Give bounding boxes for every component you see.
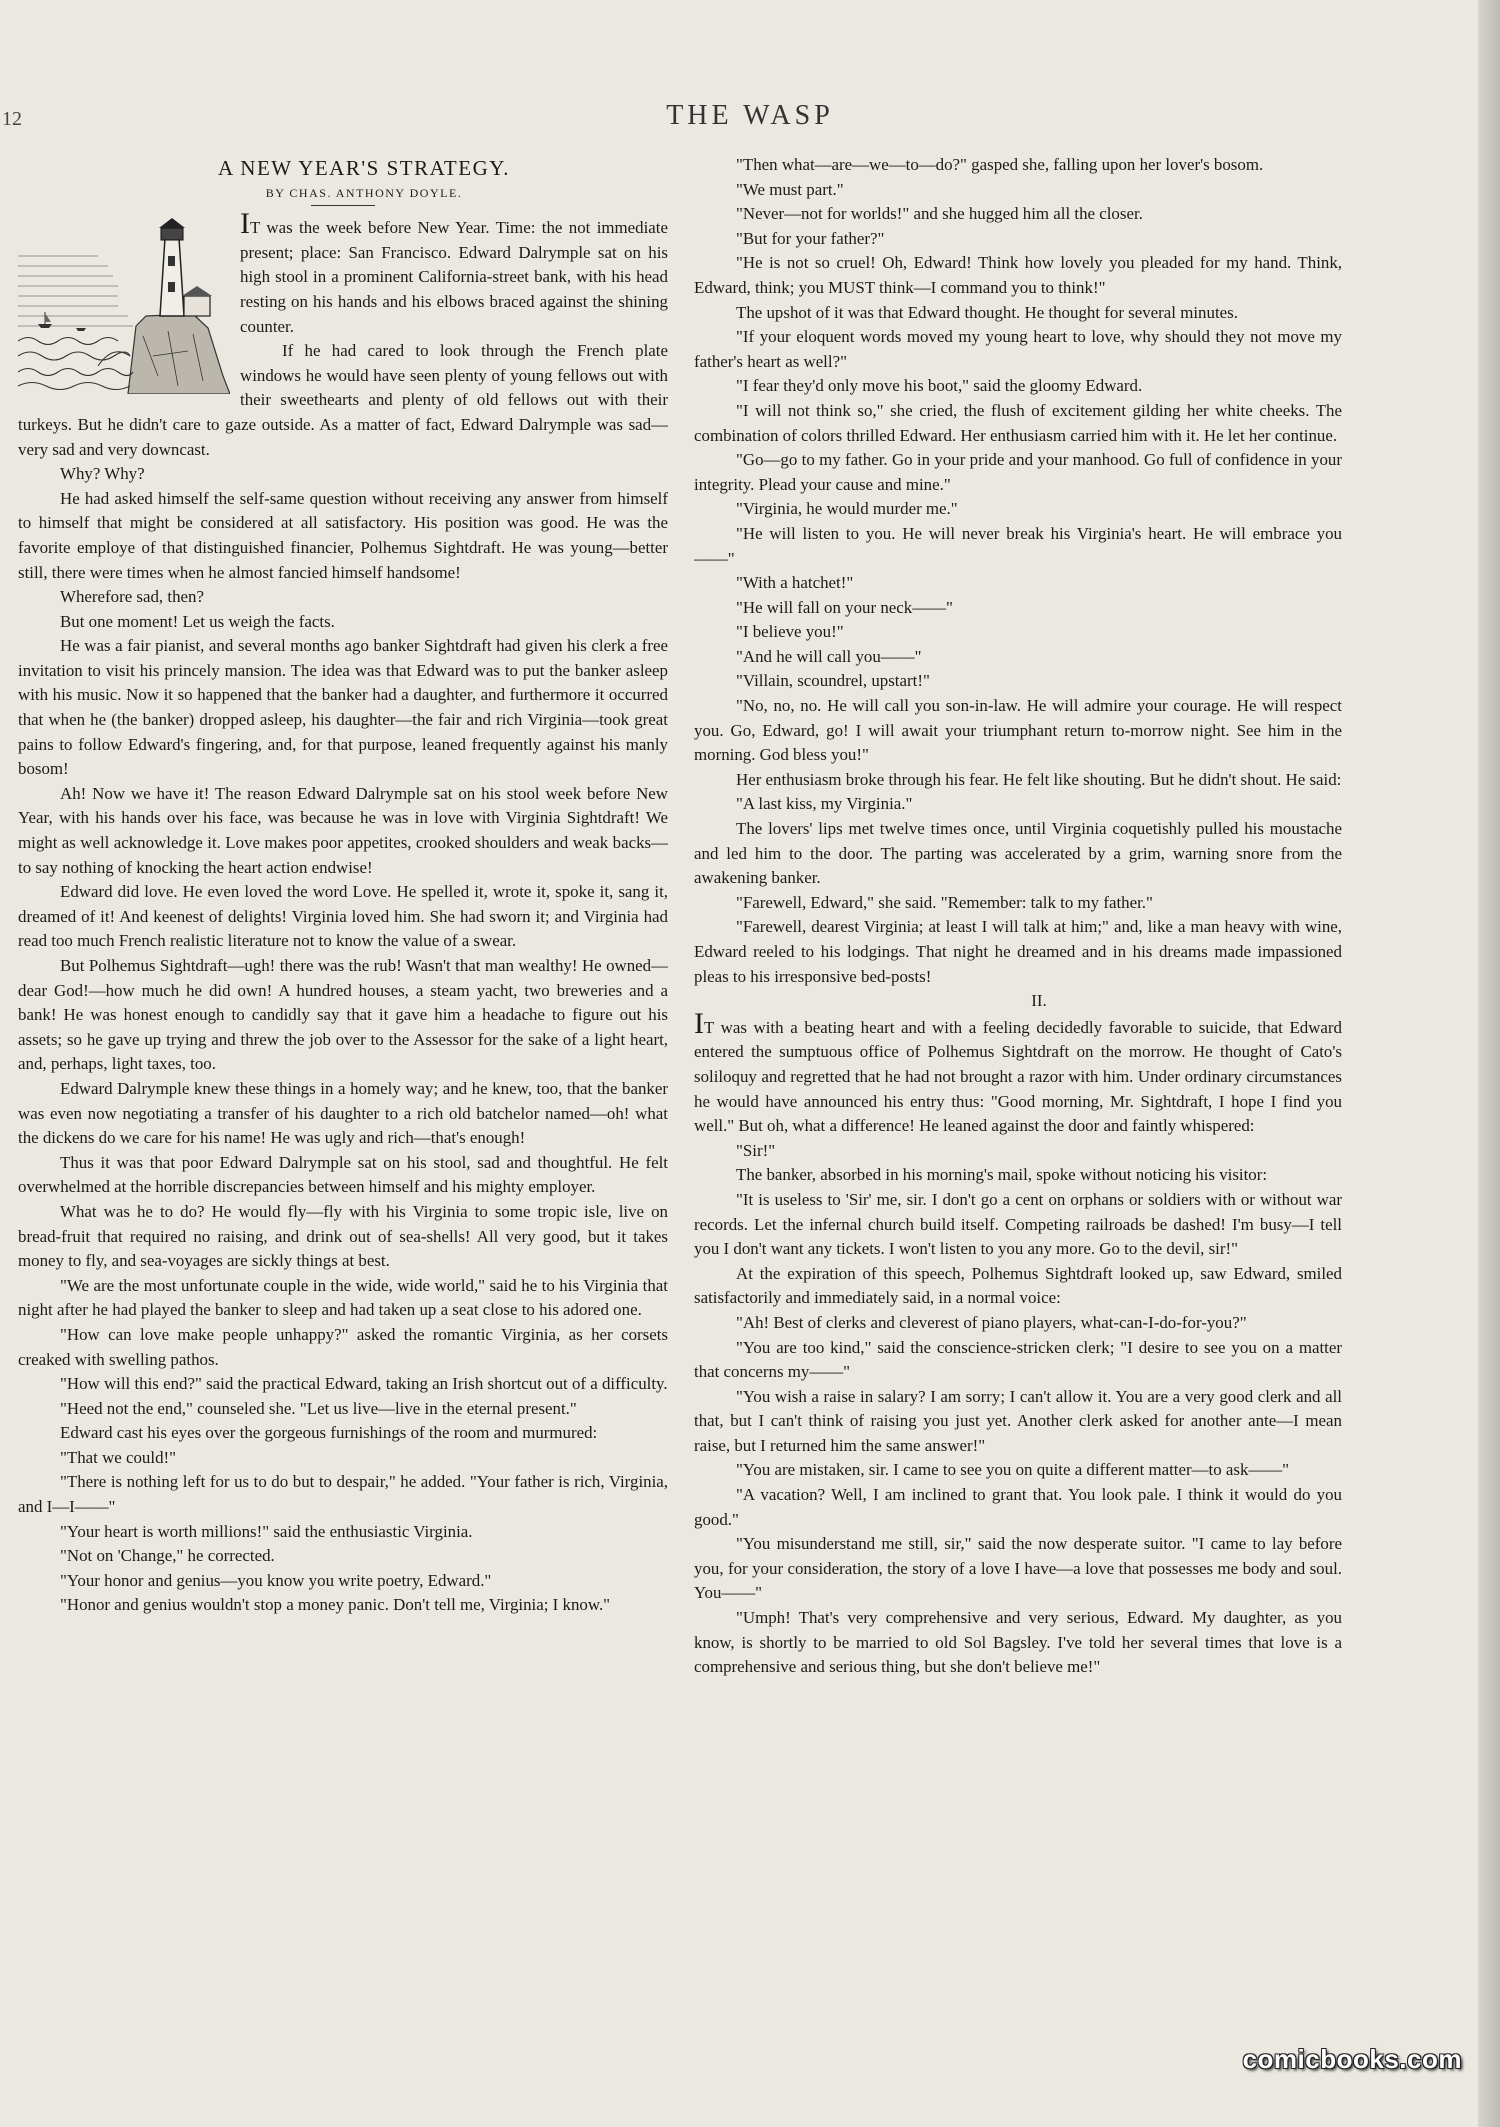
- story-paragraph: Her enthusiasm broke through his fear. He felt like shouting. But he didn't shout. He said:: [736, 769, 1342, 789]
- story-paragraph: "We must part.": [736, 179, 844, 199]
- story-paragraph: "You wish a raise in salary? I am sorry; I can't allow it. You are a very good clerk and all that, but I can't think of raising you just yet. Another clerk asked for another ante—I mean raise, but I returned him the same answer!": [694, 1386, 1342, 1455]
- story-paragraph: "Sir!": [736, 1140, 776, 1160]
- story-paragraph: "Umph! That's very comprehensive and very serious, Edward. My daughter, as you know, is shortly to be married to old Sol Bagsley. I've told her several times that love is a comprehensive and serious thing, but she don't believe me!": [694, 1608, 1342, 1677]
- story-paragraph: "Farewell, dearest Virginia; at least I will talk at him;" and, like a man heavy with wine, Edward reeled to his lodgings. That night he dreamed and in his dreams made impassioned pleas to his irresponsive bed-posts!: [694, 917, 1342, 986]
- story-paragraph: Edward cast his eyes over the gorgeous furnishings of the room and murmured:: [60, 1423, 598, 1443]
- story-paragraph: Why? Why?: [60, 464, 145, 484]
- story-paragraph: "We are the most unfortunate couple in the wide, wide world," said he to his Virginia that night after he had played the banker to sleep and had taken up a seat close to his adored one.: [18, 1275, 668, 1320]
- story-paragraph: "Virginia, he would murder me.": [736, 499, 958, 519]
- story-paragraph: "You misunderstand me still, sir," said the now desperate suitor. "I came to lay before you, for your consideration, the story of a love I have—a love that possesses me body and soul. You——": [694, 1534, 1342, 1603]
- story-paragraph: Ah! Now we have it! The reason Edward Dalrymple sat on his stool week before New Year, with his hands over his face, was because he was in love with Virginia Sightdraft! We might as well acknowledge it. Love makes poor appetites, crooked shoulders and weak backs—to say nothing of knocking the heart action endwise!: [18, 783, 668, 877]
- story-paragraph: But one moment! Let us weigh the facts.: [60, 611, 335, 631]
- story-paragraph: "Your heart is worth millions!" said the enthusiastic Virginia.: [60, 1521, 473, 1541]
- story-paragraph: "I believe you!": [736, 622, 844, 642]
- story-paragraph: IT was with a beating heart and with a feeling decidedly favorable to suicide, that Edward entered the sumptuous office of Polhemus Sightdraft on the morrow. He thought of Cato's soliloquy and regretted that he had not brought a razor with him. Under ordinary circumstances he would have announced his entry thus: "Good morning, Mr. Sightdraft, I hope I find you well." But oh, what a difference! He leaned against the door and faintly whispered:: [694, 1006, 1342, 1136]
- story-paragraph: "Go—go to my father. Go in your pride and your manhood. Go full of confidence in your integrity. Plead your cause and mine.": [694, 450, 1342, 494]
- story-paragraph: "I will not think so," she cried, the flush of excitement gilding her white cheeks. The combination of colors thrilled Edward. Her enthusiasm carried him with it. He let her continue.: [694, 400, 1342, 445]
- story-paragraph: The upshot of it was that Edward thought. He thought for several minutes.: [736, 302, 1238, 322]
- site-watermark: comicbooks.com: [1242, 2044, 1462, 2074]
- story-paragraph: "And he will call you——": [736, 646, 922, 666]
- masthead-title: THE WASP: [666, 100, 834, 131]
- story-paragraph: "You are too kind," said the conscience-stricken clerk; "I desire to see you on a matter that concerns my——": [694, 1337, 1342, 1382]
- story-paragraph: "There is nothing left for us to do but to despair," he added. "Your father is rich, Virginia, and I—I——": [18, 1472, 668, 1517]
- story-paragraph: He was a fair pianist, and several months ago banker Sightdraft had given his clerk a free invitation to visit his princely mansion. The idea was that Edward was to put the banker asleep with his music. Now it so happened that the banker had a daughter, and furthermore it occurred that when he (the banker) dropped asleep, his daughter—the fair and rich Virginia—took great pains to follow Edward's fingering, and, for that purpose, leaned frequently against his manly bosom!: [18, 636, 668, 779]
- story-title: A NEW YEAR'S STRATEGY.: [218, 156, 510, 180]
- story-paragraph: "You are mistaken, sir. I came to see you on quite a different matter—to ask——": [736, 1460, 1290, 1480]
- story-paragraph: "A last kiss, my Virginia.": [736, 794, 913, 814]
- story-paragraph: "He is not so cruel! Oh, Edward! Think how lovely you pleaded for my hand. Think, Edward, think; you MUST think—I command you to think!": [694, 253, 1342, 297]
- story-paragraph: "I fear they'd only move his boot," said the gloomy Edward.: [736, 376, 1143, 396]
- story-paragraph: "How can love make people unhappy?" asked the romantic Virginia, as her corsets creaked with swelling pathos.: [18, 1324, 668, 1369]
- page-edge: [1478, 0, 1500, 2127]
- story-paragraph: What was he to do? He would fly—fly with his Virginia to some tropic isle, live on bread-fruit that required no raising, and drink out of sea-shells! All very good, but it takes money to fly, and sea-voyages are sickly things at best.: [18, 1201, 668, 1271]
- story-paragraph: "With a hatchet!": [736, 573, 854, 593]
- story-paragraph: The banker, absorbed in his morning's mail, spoke without noticing his visitor:: [736, 1165, 1268, 1185]
- right-column: [694, 153, 1342, 2113]
- story-paragraph: "Not on 'Change," he corrected.: [60, 1546, 275, 1566]
- story-paragraph: "Farewell, Edward," she said. "Remember: talk to my father.": [736, 892, 1153, 912]
- title-rule: [311, 205, 375, 206]
- story-paragraph: "Your honor and genius—you know you write poetry, Edward.": [60, 1570, 492, 1590]
- story-paragraph: "Never—not for worlds!" and she hugged him all the closer.: [736, 204, 1143, 224]
- story-paragraph: "It is useless to 'Sir' me, sir. I don't go a cent on orphans or soldiers with or without war records. Let the infernal church build itself. Competing railroads be dashed! I'm busy—I tell you I don't want any tickets. I won't listen to you any more. Go to the devil, sir!": [694, 1189, 1342, 1259]
- story-paragraph: Thus it was that poor Edward Dalrymple sat on his stool, sad and thoughtful. He felt overwhelmed at the horrible discrepancies between himself and his mighty employer.: [18, 1152, 668, 1197]
- story-paragraph: "No, no, no. He will call you son-in-law. He will admire your courage. He will respect you. Go, Edward, go! I will await your triumphant return to-morrow night. See him in the morning. God bless you!": [694, 696, 1342, 765]
- story-paragraph: He had asked himself the self-same question without receiving any answer from himself to himself that might be considered at all satisfactory. His position was good. He was the favorite employe of that distinguished financier, Polhemus Sightdraft. He was young—better still, there were times when he almost fancied himself handsome!: [18, 488, 668, 582]
- story-byline: BY CHAS. ANTHONY DOYLE.: [265, 185, 463, 200]
- story-paragraph: The lovers' lips met twelve times once, until Virginia coquetishly pulled his moustache and led him to the door. The parting was accelerated by a grim, warning snore from the awakening banker.: [694, 819, 1342, 888]
- story-paragraph: "If your eloquent words moved my young heart to love, why should they not move my father's heart as well?": [694, 327, 1342, 371]
- page-number: 12: [2, 108, 22, 130]
- story-paragraph: "Villain, scoundrel, upstart!": [736, 671, 930, 691]
- story-paragraph: If he had cared to look through the French plate windows he would have seen plenty of young fellows out with their sweethearts and plenty of old fellows out with their turkeys. But he didn't care to gaze outside. As a matter of fact, Edward Dalrymple was sad—very sad and very downcast.: [18, 341, 668, 459]
- drop-cap: I: [694, 1006, 704, 1040]
- story-paragraph: "Then what—are—we—to—do?" gasped she, falling upon her lover's bosom.: [736, 155, 1264, 174]
- story-paragraph: Wherefore sad, then?: [60, 587, 204, 607]
- story-paragraph: At the expiration of this speech, Polhemus Sightdraft looked up, saw Edward, smiled satisfactorily and immediately said, in a normal voice:: [694, 1263, 1342, 1308]
- story-paragraph: "Heed not the end," counseled she. "Let us live—live in the eternal present.": [60, 1398, 577, 1418]
- drop-cap: I: [240, 207, 250, 241]
- section-number: II.: [1031, 991, 1047, 1011]
- story-paragraph: "A vacation? Well, I am inclined to grant that. You look pale. I think it would do you good.": [694, 1485, 1342, 1529]
- story-paragraph: "How will this end?" said the practical Edward, taking an Irish shortcut out of a difficulty.: [60, 1374, 668, 1394]
- story-paragraph: "He will fall on your neck——": [736, 597, 953, 617]
- story-paragraph: Edward Dalrymple knew these things in a homely way; and he knew, too, that the banker was even now negotiating a transfer of his daughter to a rich old batchelor named—oh! what the dickens do we care for his name! He was ugly and rich—that's enough!: [18, 1078, 668, 1148]
- story-paragraph: IT was the week before New Year. Time: the not immediate present; place: San Francisco. Edward Dalrymple sat on his high stool in a prominent California-street bank, with his head resting on his hands and his elbows braced against the shining counter.: [240, 207, 668, 336]
- story-paragraph: "That we could!": [60, 1447, 177, 1467]
- story-paragraph: "He will listen to you. He will never break his Virginia's heart. He will embrace you——": [694, 523, 1342, 568]
- story-paragraph: "But for your father?": [736, 228, 885, 248]
- story-paragraph: But Polhemus Sightdraft—ugh! there was the rub! Wasn't that man wealthy! He owned—dear God!—how much he did own! A hundred houses, a steam yacht, two breweries and a bank! He was honest enough to candidly say that it gave him a headache to figure out his assets; so he gave up trying and threw the job over to the Assessor for the sake of a light heart, and, perhaps, light taxes, too.: [18, 956, 668, 1074]
- story-paragraph: "Honor and genius wouldn't stop a money panic. Don't tell me, Virginia; I know.": [60, 1595, 611, 1615]
- story-paragraph: Edward did love. He even loved the word Love. He spelled it, wrote it, spoke it, sang it, dreamed of it! And keenest of delights! Virginia loved him. She had sworn it; and Virginia had read too much French realistic literature not to know the value of a swear.: [18, 882, 668, 951]
- left-column: [18, 156, 668, 2116]
- lighthouse-illustration: [18, 216, 230, 394]
- story-paragraph: "Ah! Best of clerks and cleverest of piano players, what-can-I-do-for-you?": [736, 1312, 1247, 1332]
